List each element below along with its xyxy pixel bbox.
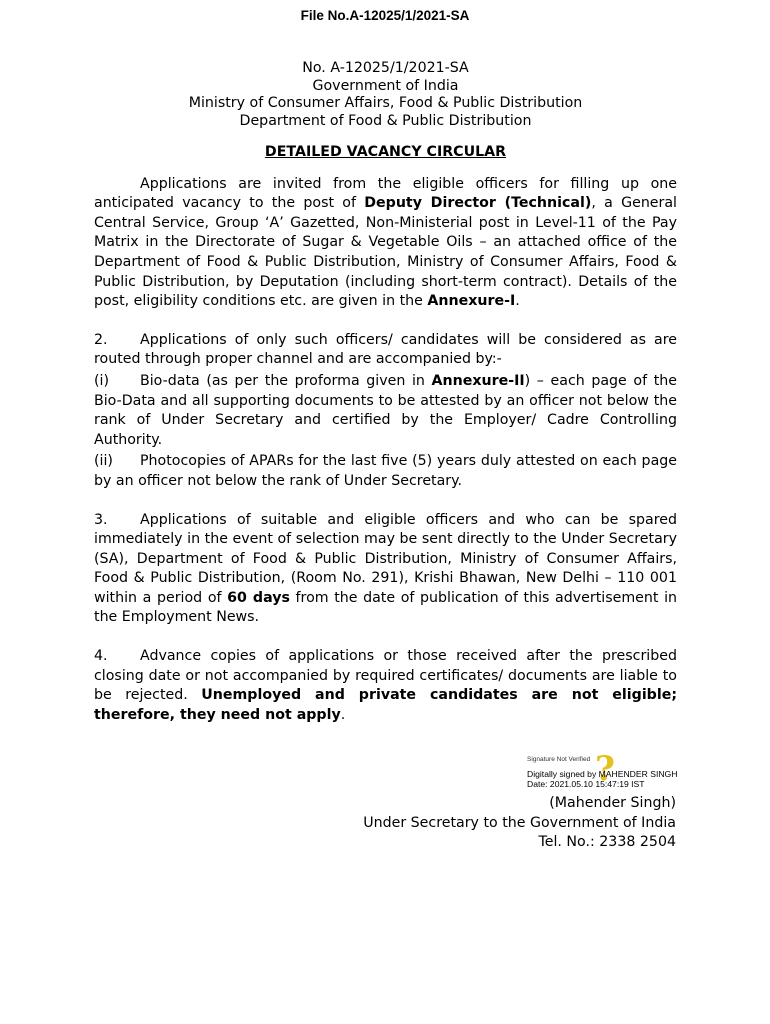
para2-number: 2.: [94, 331, 108, 348]
paragraph-4: [94, 647, 677, 725]
item-ii-number: (ii): [94, 453, 113, 470]
annexure-1-ref: Annexure-I: [427, 293, 516, 310]
item-i-number: (i): [94, 372, 110, 389]
para1-text-b: , a General Central Service, Group ‘A’ Gazetted, Non-Ministerial post in Level-11 of the Pay Matrix in the Directorate of Sugar & Vegetable Oils – an attached office of the Department of Food & Public Distribution, Ministry of Consumer Affairs, Food & Public Distribution, by Deputation (including short-term contract). Details of the post, eligibility conditions etc. are given in the: [94, 195, 678, 310]
circular-body: [94, 60, 677, 725]
paragraph-2-item-i: [94, 372, 677, 450]
department-line: Department of Food & Public Distribution: [239, 112, 532, 129]
paragraph-1: [94, 175, 677, 312]
deadline-days: 60 days: [227, 589, 290, 606]
item-ii-text: Photocopies of APARs for the last five (5) years duly attested on each page by an officer not below the rank of Under Secretary.: [94, 453, 677, 489]
signature-unverified-icon: ?: [595, 749, 615, 789]
circular-title: DETAILED VACANCY CIRCULAR: [264, 144, 507, 160]
paragraph-2-item-ii: [94, 452, 677, 491]
letter-header: [94, 60, 677, 130]
ministry-line: Ministry of Consumer Affairs, Food & Public Distribution: [188, 95, 583, 111]
post-name: Deputy Director (Technical): [364, 195, 592, 212]
signature-date: Date: 2021.05.10 15:47:19 IST: [527, 779, 645, 789]
item-i-text-b: ) – each page of the Bio-Data and all supporting documents to be attested by an officer not below the rank of Under Secretary and certified by the Employer/ Cadre Controlling Authority.: [94, 372, 677, 448]
paragraph-3: [94, 511, 677, 629]
para4-text-b: .: [340, 706, 346, 723]
eligibility-warning: Unemployed and private candidates are not eligible; therefore, they need not apply: [94, 687, 677, 723]
para3-number: 3.: [94, 511, 108, 528]
reference-number: No. A-12025/1/2021-SA: [302, 60, 469, 76]
government-line: Government of India: [312, 77, 459, 94]
file-number-header: File No.A-12025/1/2021-SA: [300, 8, 470, 23]
signature-status: Signature Not Verified: [527, 756, 591, 763]
digital-signature-box[interactable]: [527, 749, 747, 796]
signatory-designation: Under Secretary to the Government of India: [363, 814, 676, 831]
item-i-text-a: Bio-data (as per the proforma given in: [140, 372, 432, 389]
signatory-block: [363, 794, 676, 853]
para1-text-c: .: [515, 293, 520, 310]
signature-details: [527, 769, 677, 789]
para2-text: Applications of only such officers/ candidates will be considered as are routed through proper channel and are accompanied by:-: [94, 331, 677, 368]
para1-text-a: Applications are invited from the eligible officers for filling up one anticipated vacancy to the post of: [94, 175, 677, 212]
para4-text-a: Advance copies of applications or those received after the prescribed closing date or not accompanied by required certificates/ documents are liable to be rejected.: [94, 648, 677, 704]
para3-text-b: from the date of publication of this advertisement in the Employment News.: [94, 589, 678, 626]
paragraph-2: [94, 331, 677, 370]
signatory-name: (Mahender Singh): [549, 795, 676, 811]
signed-by: Digitally signed by MAHENDER SINGH: [527, 769, 678, 779]
para4-number: 4.: [94, 648, 108, 665]
para3-text-a: Applications of suitable and eligible officers and who can be spared immediately in the event of selection may be sent directly to the Under Secretary (SA), Department of Food & Public Distribution, Ministry of Consumer Affairs, Food & Public Distribution, (Room No. 291), Krishi Bhawan, New Delhi – 110 001 within a period of: [94, 511, 677, 606]
annexure-2-ref: Annexure-II: [431, 372, 525, 389]
signatory-phone: Tel. No.: 2338 2504: [538, 834, 676, 851]
